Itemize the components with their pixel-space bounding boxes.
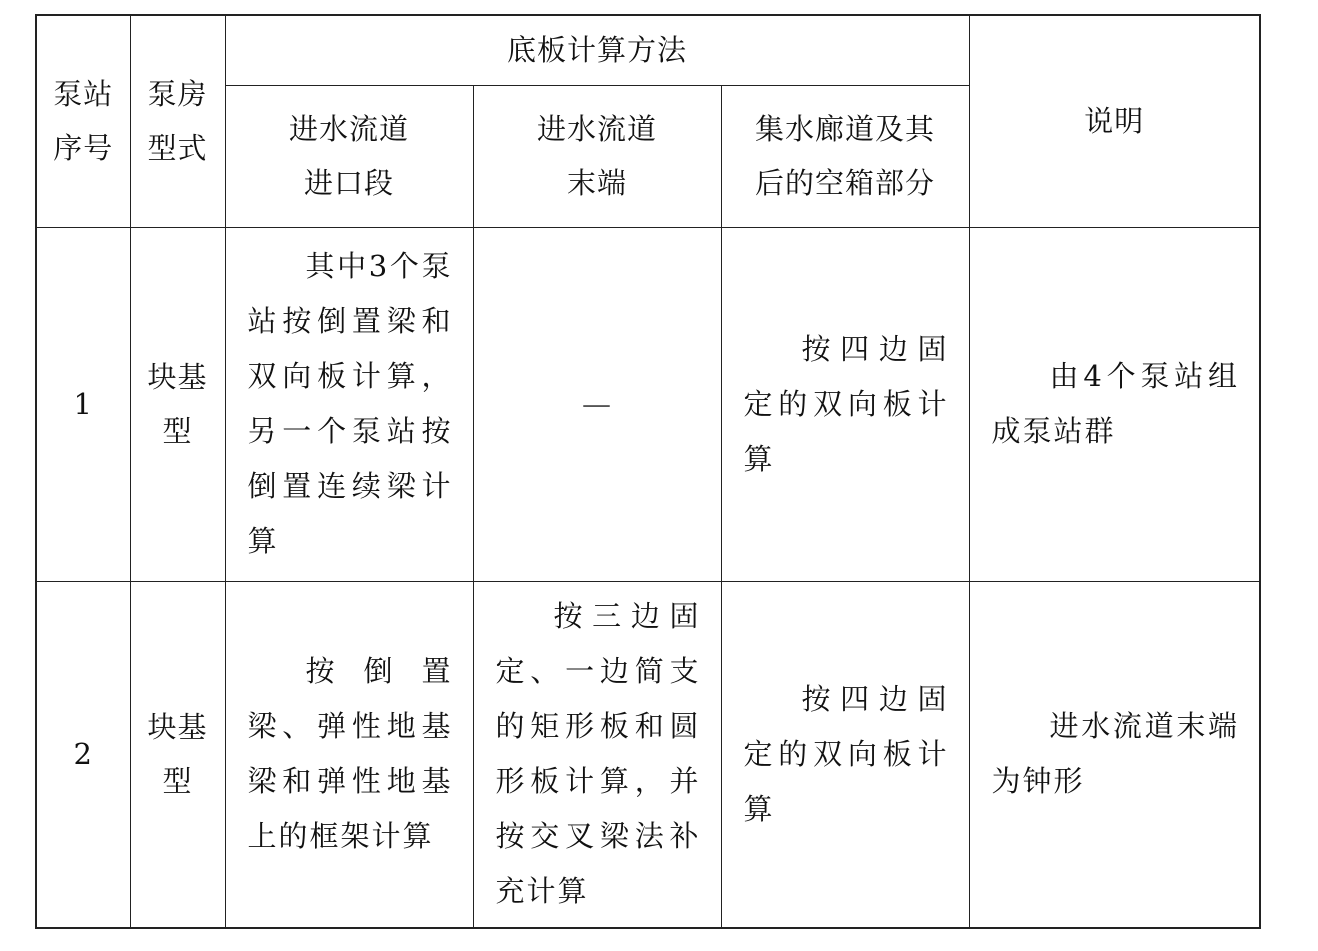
- header-row-top: [36, 15, 1260, 85]
- row-2-pump-house-type: [130, 581, 225, 928]
- row-1-inlet-end: [473, 227, 721, 581]
- header-station-number: [36, 15, 130, 227]
- row-1-inlet-entrance: [225, 227, 473, 581]
- header-calculation-method: [225, 15, 969, 85]
- header-inlet-end: [473, 85, 721, 227]
- row-2-station-number: [36, 581, 130, 928]
- row-2-pump-house-type-text: 块基型: [147, 710, 208, 799]
- row-2-gallery: [721, 581, 969, 928]
- header-gallery-text: 集水廊道及其后的空箱部分: [755, 112, 936, 200]
- row-1-note-text: 由4个泵站组成泵站群: [991, 359, 1240, 448]
- row-1-inlet-entrance-text: 其中3个泵站按倒置梁和双向板计算，另一个泵站按倒置连续梁计算: [247, 249, 453, 558]
- table-row: [36, 227, 1260, 581]
- row-1-station-number-text: 1: [73, 387, 93, 421]
- row-2-inlet-entrance: [225, 581, 473, 928]
- row-2-inlet-end: [473, 581, 721, 928]
- row-1-station-number: [36, 227, 130, 581]
- row-1-pump-house-type-text: 块基型: [147, 360, 208, 448]
- row-1-gallery-text: 按四边固定的双向板计算: [743, 331, 949, 476]
- row-1-pump-house-type: [130, 227, 225, 581]
- row-1-gallery: [721, 227, 969, 581]
- header-gallery: [721, 85, 969, 227]
- header-calculation-method-text: 底板计算方法: [507, 33, 688, 68]
- header-inlet-end-text: 进水流道末端: [536, 112, 657, 200]
- row-1-inlet-end-text: —: [582, 387, 612, 421]
- row-2-gallery-text: 按四边固定的双向板计算: [743, 681, 949, 826]
- table-row: [36, 581, 1260, 928]
- row-2-note: [969, 581, 1260, 928]
- header-inlet-entrance: [225, 85, 473, 227]
- row-2-inlet-end-text: 按三边固定、一边简支的矩形板和圆形板计算，并按交叉梁法补充计算: [495, 599, 701, 909]
- header-pump-house-type-text: 泵房型式: [147, 77, 208, 166]
- row-2-note-text: 进水流道末端为钟形: [991, 709, 1240, 799]
- row-2-inlet-entrance-text: 按倒置梁、弹性地基梁和弹性地基上的框架计算: [247, 654, 453, 854]
- bottom-slab-calculation-table: [35, 14, 1261, 929]
- row-2-station-number-text: 2: [73, 737, 93, 772]
- header-pump-house-type: [130, 15, 225, 227]
- row-1-note: [969, 227, 1260, 581]
- header-note-text: 说明: [1084, 104, 1145, 139]
- header-note: [969, 15, 1260, 227]
- header-station-number-text: 泵站序号: [53, 77, 114, 166]
- header-inlet-entrance-text: 进水流道进口段: [288, 112, 409, 200]
